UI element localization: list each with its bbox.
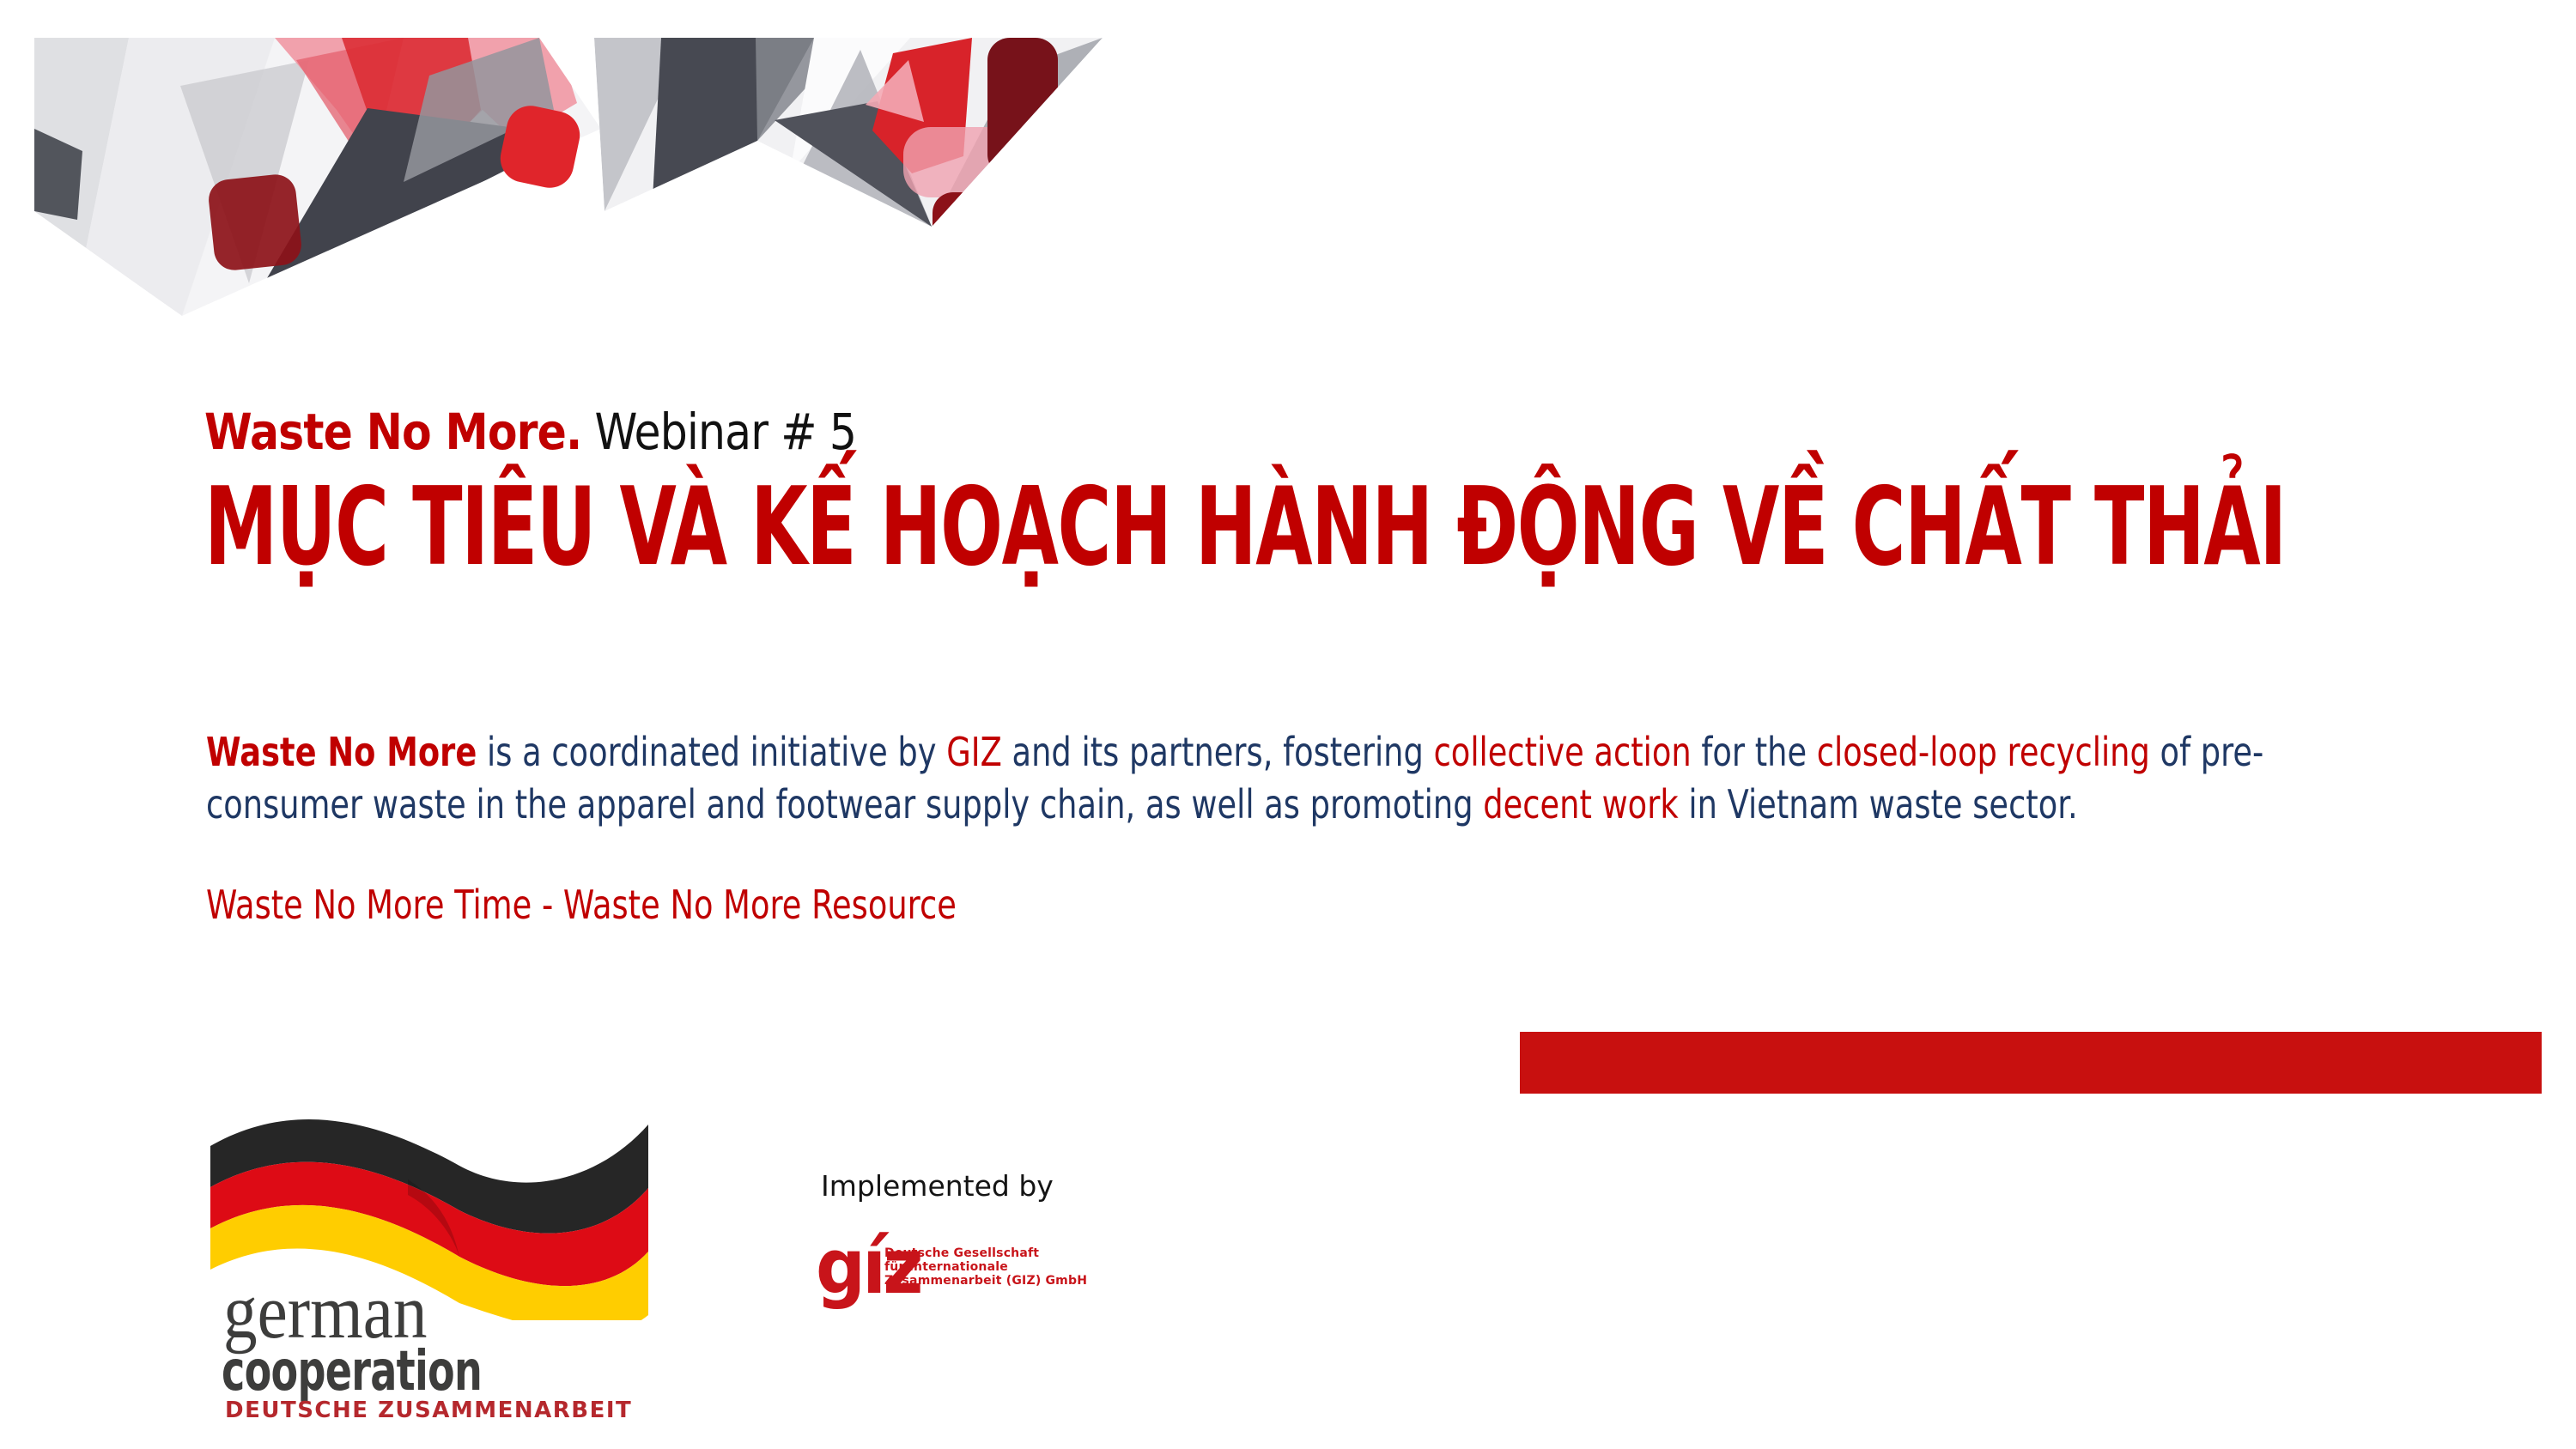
- text-segment: collective action: [1433, 729, 1692, 775]
- text-segment: GIZ: [946, 729, 1002, 775]
- body-paragraph: [206, 726, 2263, 831]
- text-segment: Waste No More: [206, 729, 477, 775]
- cooperation-wordmark: cooperation: [222, 1340, 483, 1404]
- german-wordmark: german: [223, 1270, 428, 1355]
- german-cooperation-subtitle: DEUTSCHE ZUSAMMENARBEIT: [225, 1397, 633, 1423]
- description-line: Deutsche Gesellschaft: [884, 1246, 1040, 1260]
- tagline: Waste No More Time - Waste No More Resource: [206, 882, 957, 928]
- text-segment: closed-loop recycling: [1816, 729, 2150, 775]
- text-segment: of pre-: [2149, 729, 2264, 775]
- text-segment: decent work: [1483, 781, 1679, 828]
- body-line: [206, 726, 2263, 779]
- implemented-by-label: Implemented by: [821, 1169, 1054, 1203]
- giz-wordmark: gíz: [816, 1222, 920, 1311]
- polygon-art-graphic: [0, 0, 1116, 369]
- text-segment: for the: [1691, 729, 1817, 775]
- kicker-rest: Webinar # 5: [581, 403, 857, 461]
- text-segment: and its partners, fostering: [1001, 729, 1434, 775]
- kicker: [204, 405, 856, 460]
- giz-logo-description: [884, 1246, 1087, 1288]
- description-line: Zusammenarbeit (GIZ) GmbH: [884, 1274, 1088, 1288]
- description-line: für Internationale: [884, 1260, 1008, 1274]
- page-title: MỤC TIÊU VÀ KẾ HOẠCH HÀNH ĐỘNG VỀ CHẤT THẢI: [204, 464, 2286, 590]
- red-accent-bar: [1520, 1032, 2542, 1094]
- body-line: [206, 779, 2263, 831]
- kicker-brand: Waste No More.: [204, 403, 582, 461]
- text-segment: consumer waste in the apparel and footwear supply chain, as well as promoting: [206, 781, 1484, 828]
- text-segment: in Vietnam waste sector.: [1678, 781, 2078, 828]
- text-segment: is a coordinated initiative by: [477, 729, 947, 775]
